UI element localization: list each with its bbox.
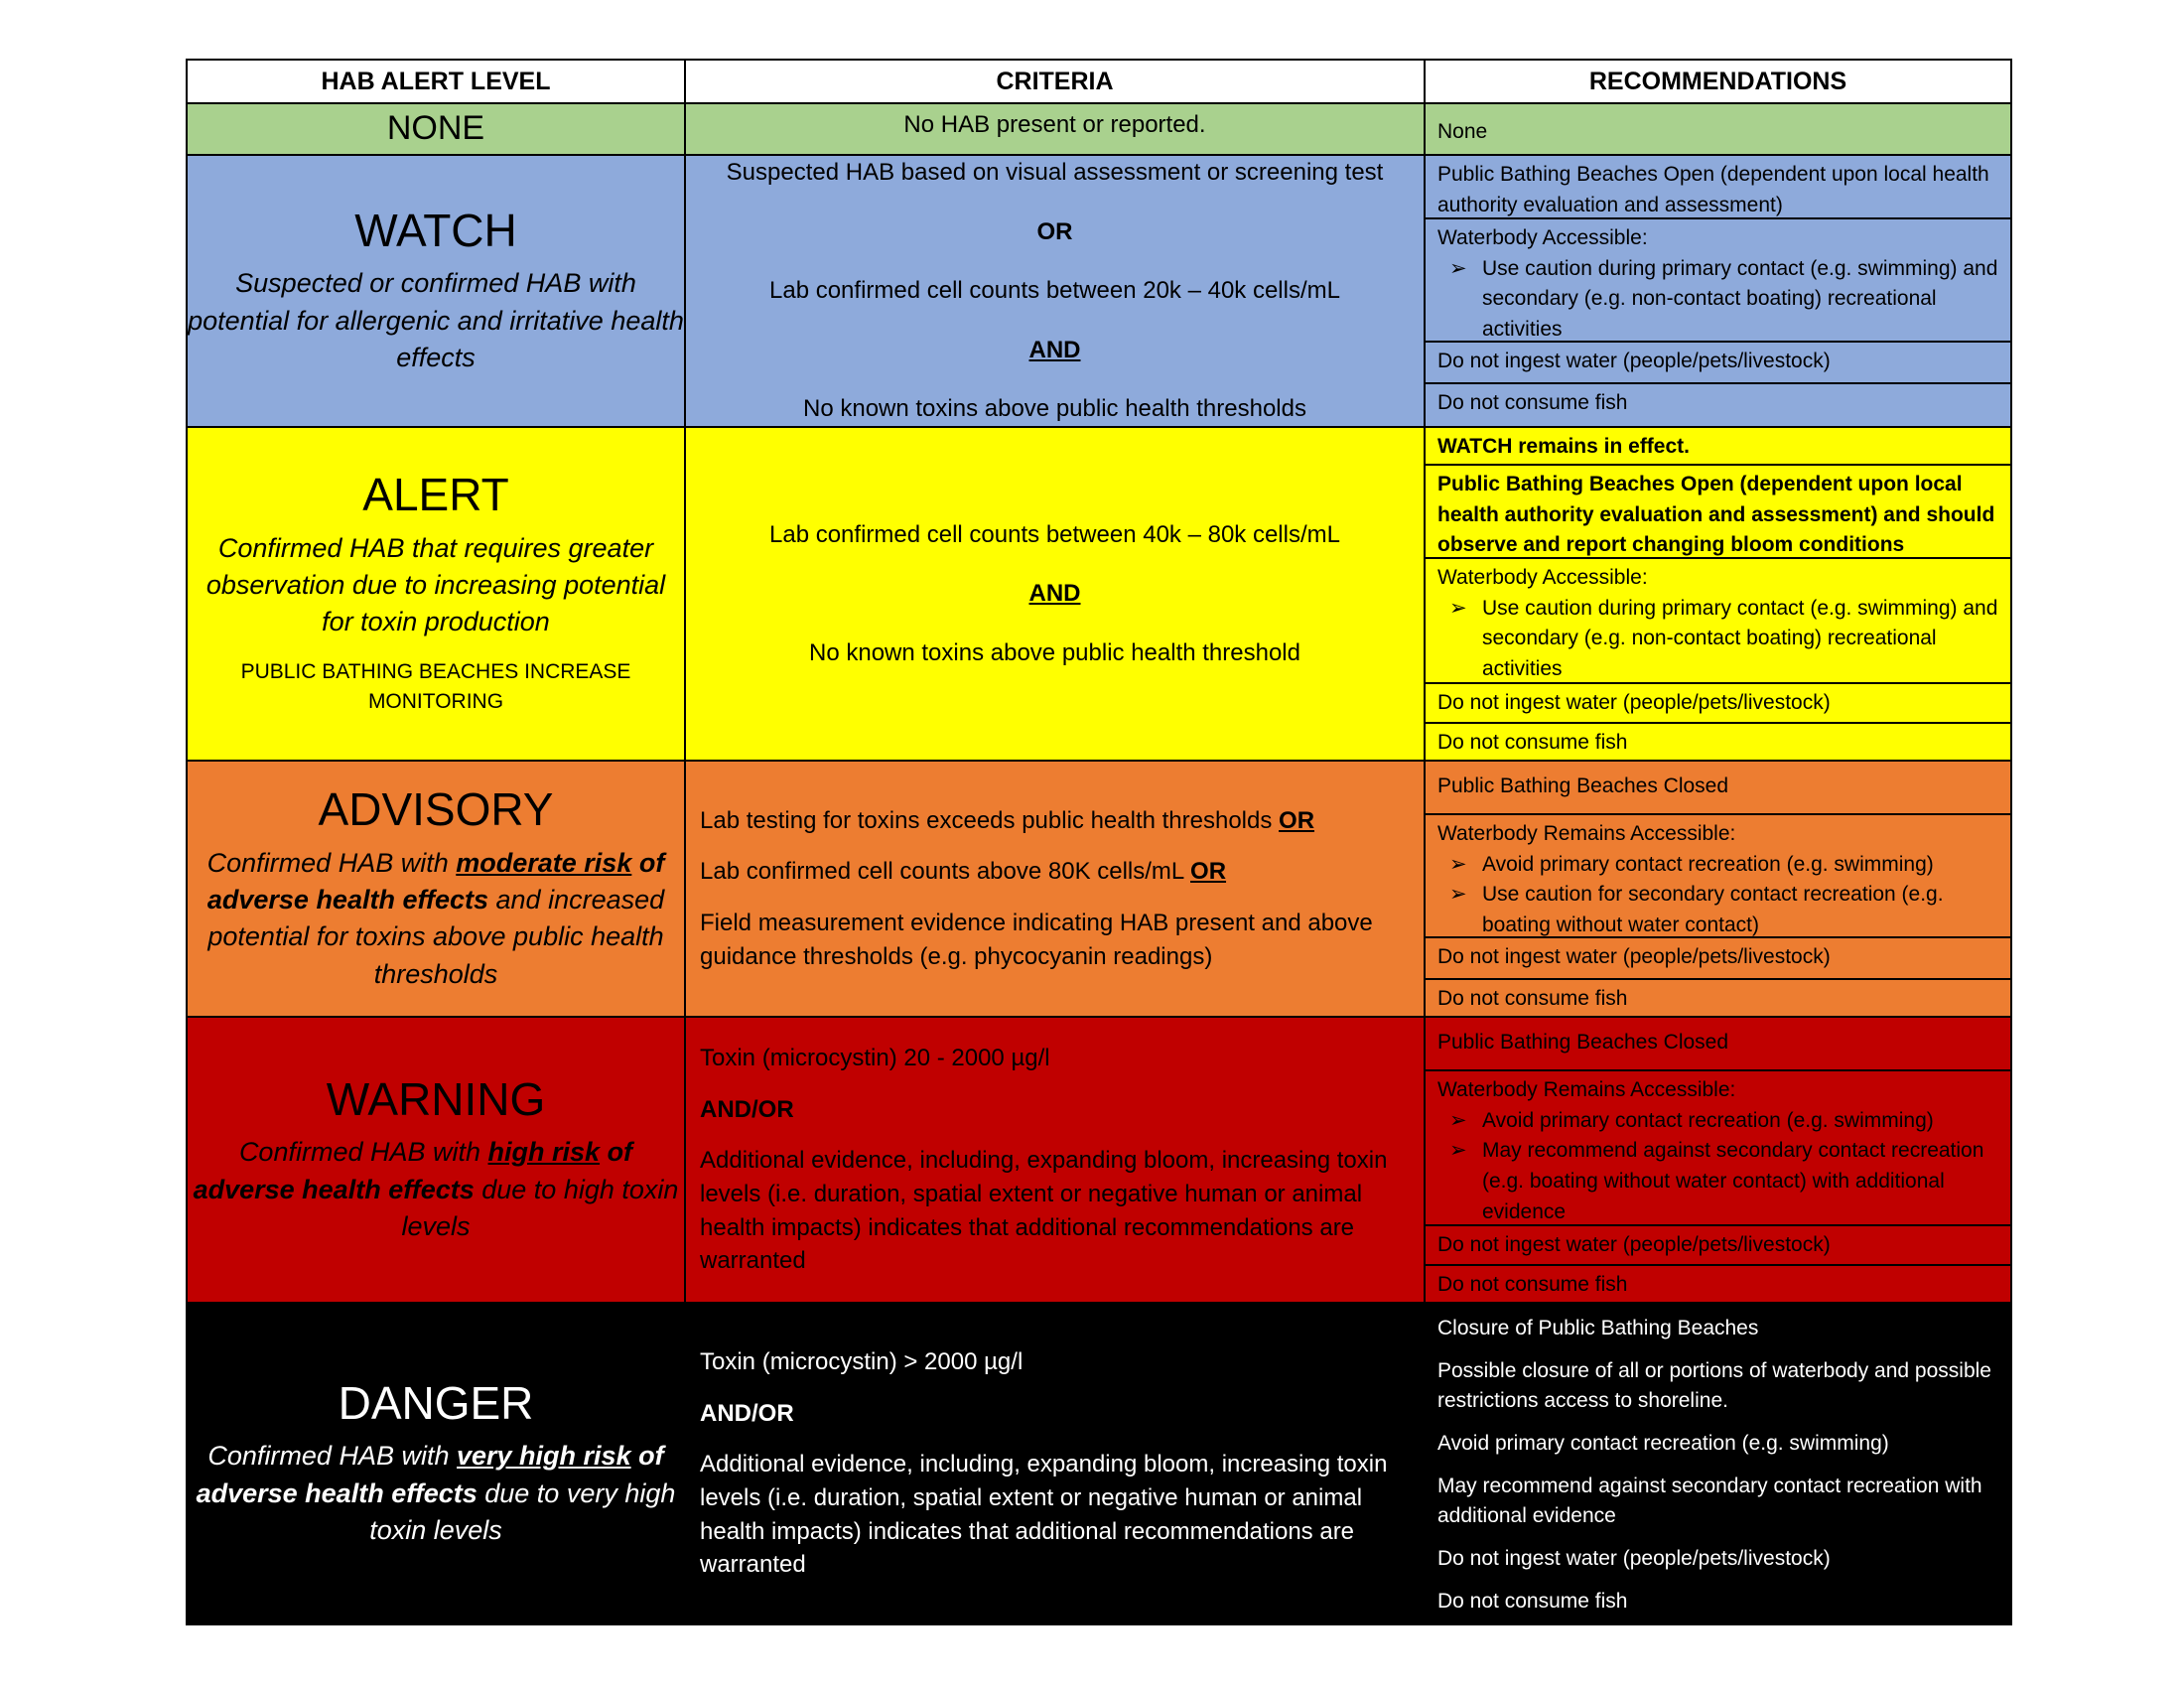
row-danger (187, 1303, 2011, 1624)
criteria-line: No known toxins above public health threshold (809, 638, 1300, 666)
rec-item: WATCH remains in effect. (1426, 428, 2010, 466)
arrow-bullet-icon: ➢ (1449, 1108, 1467, 1132)
arrow-bullet-icon: ➢ (1449, 883, 1467, 907)
level-warning (187, 1017, 685, 1303)
row-advisory (187, 761, 2011, 1017)
rec-bullet: Avoid primary contact recreation (e.g. swimming) (1482, 852, 1934, 876)
rec-title: Waterbody Accessible: (1437, 226, 1648, 249)
criteria-text: No HAB present or reported. (903, 111, 1206, 138)
rec-item: Do not consume fish (1437, 1589, 1628, 1613)
recs-alert (1425, 427, 2011, 761)
criteria-line: Field measurement evidence indicating HAB present and above guidance thresholds (e.g. phycocyanin readings) (700, 909, 1373, 970)
rec-bullet: May recommend against secondary contact recreation (e.g. boating without water contact) with additional evidence (1482, 1139, 1984, 1223)
rec-item: Possible closure of all or portions of waterbody and possible restrictions access to shoreline. (1437, 1358, 1991, 1413)
criteria-advisory (685, 761, 1425, 1017)
arrow-bullet-icon: ➢ (1449, 1139, 1467, 1163)
rec-item (1426, 815, 2010, 938)
criteria-andor: AND/OR (700, 1399, 794, 1427)
rec-title: Waterbody Accessible: (1437, 565, 1648, 589)
recs-none (1425, 103, 2011, 155)
rec-item: Do not ingest water (people/pets/livestock) (1426, 938, 2010, 980)
rec-item (1426, 1071, 2010, 1226)
rec-item: Closure of Public Bathing Beaches (1437, 1316, 1759, 1339)
rec-item: Public Bathing Beaches Open (dependent upon local health authority evaluation and assessment) and should observe and report changing bloom conditions (1426, 466, 2010, 559)
arrow-bullet-icon: ➢ (1449, 596, 1467, 620)
row-warning (187, 1017, 2011, 1303)
rec-item: Do not consume fish (1437, 391, 1628, 414)
level-description: Suspected or confirmed HAB with potential for allergenic and irritative health effects (188, 268, 684, 372)
hab-alert-table (186, 59, 2012, 1625)
criteria-and: AND (1028, 580, 1081, 608)
criteria-line: Lab confirmed cell counts above 80K cells/mL OR (700, 858, 1227, 886)
recs-warning (1425, 1017, 2011, 1303)
rec-title: Waterbody Remains Accessible: (1437, 821, 1736, 845)
rec-item (1426, 559, 2010, 684)
rec-item: Do not consume fish (1437, 986, 1628, 1010)
criteria-danger (685, 1303, 1425, 1624)
header-recommendations: RECOMMENDATIONS (1425, 60, 2011, 103)
level-extra-note: PUBLIC BATHING BEACHES INCREASE MONITORING (240, 659, 631, 714)
rec-title: Waterbody Remains Accessible: (1437, 1077, 1736, 1101)
rec-item: Do not ingest water (people/pets/livestock) (1426, 684, 2010, 724)
rec-item: Do not consume fish (1437, 1272, 1628, 1296)
rec-bullet: Use caution for secondary contact recreation (e.g. boating without water contact) (1482, 883, 1944, 936)
level-description: Confirmed HAB with moderate risk of adverse health effects and increased potential for toxins above public health thresholds (206, 847, 665, 989)
recs-danger (1425, 1303, 2011, 1624)
level-name: NONE (386, 109, 485, 148)
rec-bullet: Use caution during primary contact (e.g. swimming) and secondary (e.g. non-contact boating) recreational activities (1482, 596, 1998, 680)
level-description: Confirmed HAB with high risk of adverse health effects due to high toxin levels (193, 1137, 679, 1241)
level-danger (187, 1303, 685, 1624)
criteria-line: No known toxins above public health thresholds (803, 395, 1306, 423)
recs-watch (1425, 155, 2011, 427)
criteria-line: Suspected HAB based on visual assessment or screening test (726, 159, 1384, 186)
rec-item: None (1437, 119, 1488, 143)
rec-item: Public Bathing Beaches Closed (1426, 1018, 2010, 1071)
level-advisory (187, 761, 685, 1017)
criteria-and: AND (1028, 336, 1081, 363)
rec-item: Do not ingest water (people/pets/livestock) (1437, 1546, 1831, 1570)
header-row (187, 60, 2011, 103)
level-description: Confirmed HAB with very high risk of adverse health effects due to very high toxin levels (196, 1441, 676, 1545)
level-alert (187, 427, 685, 761)
rec-item: Public Bathing Beaches Closed (1426, 762, 2010, 815)
rec-item (1426, 219, 2010, 343)
row-alert (187, 427, 2011, 761)
header-alert-level: HAB ALERT LEVEL (187, 60, 685, 103)
arrow-bullet-icon: ➢ (1449, 256, 1467, 280)
rec-item: Public Bathing Beaches Open (dependent upon local health authority evaluation and assessment) (1426, 156, 2010, 219)
arrow-bullet-icon: ➢ (1449, 852, 1467, 876)
criteria-line: Additional evidence, including, expanding bloom, increasing toxin levels (i.e. duration, spatial extent or negative human or animal health impacts) indicates that additional recommendations are warranted (700, 1451, 1388, 1579)
criteria-line: Lab confirmed cell counts between 20k – 40k cells/mL (769, 277, 1340, 305)
level-name: WATCH (354, 204, 517, 256)
rec-item: Do not consume fish (1437, 730, 1628, 754)
recs-advisory (1425, 761, 2011, 1017)
criteria-watch (685, 155, 1425, 427)
criteria-line: Toxin (microcystin) > 2000 µg/l (700, 1348, 1024, 1376)
criteria-line: Lab testing for toxins exceeds public health thresholds OR (700, 806, 1315, 834)
rec-item: Do not ingest water (people/pets/livestock) (1426, 343, 2010, 384)
row-none (187, 103, 2011, 155)
criteria-line: Toxin (microcystin) 20 - 2000 µg/l (700, 1045, 1050, 1072)
criteria-none (685, 103, 1425, 155)
criteria-andor: AND/OR (700, 1095, 794, 1123)
criteria-alert (685, 427, 1425, 761)
row-watch (187, 155, 2011, 427)
rec-item: Do not ingest water (people/pets/livestock) (1426, 1226, 2010, 1266)
rec-bullet: Avoid primary contact recreation (e.g. swimming) (1482, 1108, 1934, 1132)
criteria-line: Additional evidence, including, expanding bloom, increasing toxin levels (i.e. duration, spatial extent or negative human or animal health impacts) indicates that additional recommendations are warranted (700, 1147, 1388, 1275)
level-none (187, 103, 685, 155)
rec-item: Avoid primary contact recreation (e.g. swimming) (1437, 1431, 1889, 1455)
level-watch (187, 155, 685, 427)
rec-item: May recommend against secondary contact recreation with additional evidence (1437, 1474, 1982, 1528)
level-name: WARNING (326, 1072, 546, 1125)
level-name: ADVISORY (318, 783, 554, 836)
rec-bullet: Use caution during primary contact (e.g. swimming) and secondary (e.g. non-contact boating) recreational activities (1482, 256, 1998, 341)
header-criteria: CRITERIA (685, 60, 1425, 103)
level-name: DANGER (338, 1376, 534, 1429)
level-description: Confirmed HAB that requires greater observation due to increasing potential for toxin production (205, 532, 666, 637)
level-name: ALERT (362, 469, 509, 521)
criteria-line: Lab confirmed cell counts between 40k – 80k cells/mL (769, 520, 1340, 548)
criteria-warning (685, 1017, 1425, 1303)
criteria-or: OR (1036, 217, 1073, 245)
